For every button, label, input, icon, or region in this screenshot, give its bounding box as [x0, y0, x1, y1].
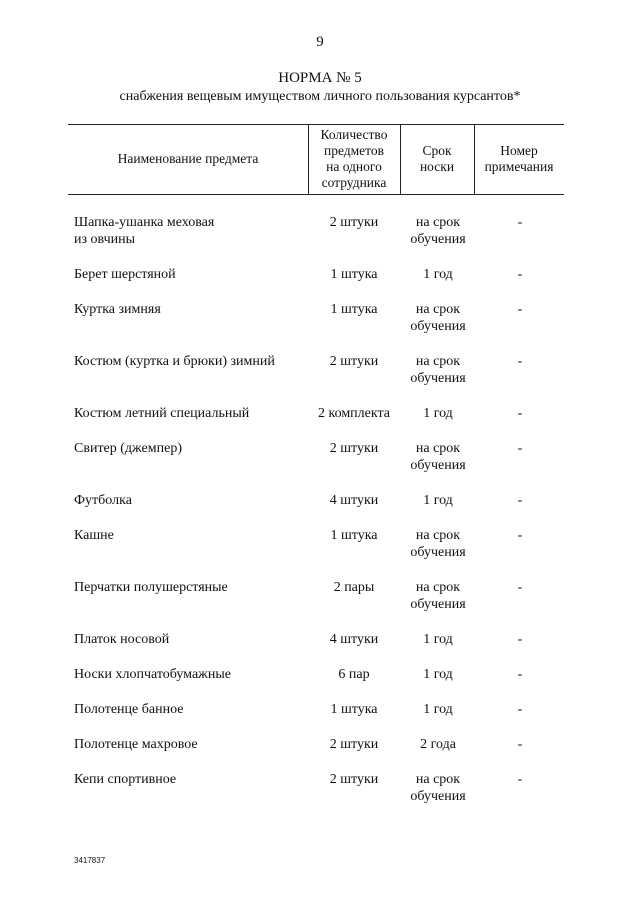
item-term-line: на срок	[415, 441, 461, 456]
item-quantity-line: 2 штуки	[329, 772, 379, 787]
page-number: 9	[316, 34, 324, 50]
item-note	[476, 301, 564, 318]
item-term-line: обучения	[410, 319, 466, 334]
item-quantity-line: 4 штуки	[329, 632, 379, 647]
item-name	[74, 666, 309, 683]
item-term-line: 1 год	[423, 406, 453, 421]
item-term-line: на срок	[415, 302, 461, 317]
item-name	[74, 440, 309, 457]
item-note-line: -	[517, 302, 523, 317]
item-quantity-line: 2 штуки	[329, 737, 379, 752]
item-quantity	[308, 214, 400, 231]
item-note-line: -	[517, 528, 523, 543]
item-name-line: Полотенце махровое	[74, 737, 198, 752]
item-quantity-line: 2 комплекта	[318, 406, 390, 421]
item-name	[74, 771, 309, 788]
item-note	[476, 353, 564, 370]
item-name	[74, 266, 309, 283]
item-quantity	[308, 666, 400, 683]
item-note-line: -	[517, 441, 523, 456]
header-note: Номер примечания	[484, 143, 554, 174]
item-name-line: Футболка	[74, 493, 132, 508]
item-term	[392, 405, 484, 422]
item-quantity-line: 4 штуки	[329, 493, 379, 508]
item-term-line: 1 год	[423, 267, 453, 282]
item-quantity	[308, 736, 400, 753]
item-term	[392, 701, 484, 718]
item-note-line: -	[517, 737, 523, 752]
item-name	[74, 492, 309, 509]
item-name-line: Полотенце банное	[74, 702, 184, 717]
item-note	[476, 579, 564, 596]
item-name	[74, 301, 309, 318]
item-term	[392, 579, 484, 613]
item-name-line: Кашне	[74, 528, 114, 543]
item-quantity	[308, 701, 400, 718]
item-quantity	[308, 301, 400, 318]
item-note	[476, 736, 564, 753]
item-name-line: Кепи спортивное	[74, 772, 177, 787]
item-name	[74, 579, 309, 596]
document-title: НОРМА № 5	[278, 70, 362, 86]
item-term-line: 1 год	[423, 667, 453, 682]
item-name-line: Платок носовой	[74, 632, 170, 647]
item-note	[476, 701, 564, 718]
item-quantity	[308, 440, 400, 457]
item-term-line: на срок	[415, 580, 461, 595]
item-term-line: на срок	[415, 772, 461, 787]
item-term-line: обучения	[410, 545, 466, 560]
item-name	[74, 527, 309, 544]
header-quantity: Количество предметов на одного сотрудника	[320, 127, 388, 190]
item-term-line: 2 года	[420, 737, 456, 752]
document-subtitle: снабжения вещевым имуществом личного пользования курсантов*	[119, 89, 521, 104]
item-note-line: -	[517, 493, 523, 508]
item-quantity	[308, 492, 400, 509]
item-term-line: обучения	[410, 371, 466, 386]
item-quantity-line: 1 штука	[330, 267, 378, 282]
item-note-line: -	[517, 632, 523, 647]
item-quantity	[308, 771, 400, 788]
item-note-line: -	[517, 215, 523, 230]
item-quantity	[308, 527, 400, 544]
item-name-line: Перчатки полушерстяные	[74, 580, 228, 595]
item-name	[74, 353, 309, 370]
item-term	[392, 440, 484, 474]
item-note-line: -	[517, 580, 523, 595]
item-term-line: 1 год	[423, 702, 453, 717]
item-name-line: Куртка зимняя	[74, 302, 161, 317]
item-term	[392, 266, 484, 283]
item-name-line: Носки хлопчатобумажные	[74, 667, 231, 682]
item-note-line: -	[517, 667, 523, 682]
item-quantity-line: 2 штуки	[329, 215, 379, 230]
item-quantity-line: 6 пар	[338, 667, 370, 682]
item-term-line: на срок	[415, 215, 461, 230]
item-note-line: -	[517, 267, 523, 282]
item-name	[74, 214, 309, 248]
item-name	[74, 631, 309, 648]
item-quantity-line: 1 штука	[330, 528, 378, 543]
item-note	[476, 666, 564, 683]
item-quantity	[308, 405, 400, 422]
item-quantity-line: 1 штука	[330, 702, 378, 717]
header-term: Срок носки	[419, 143, 455, 174]
item-quantity	[308, 266, 400, 283]
item-note	[476, 631, 564, 648]
item-term	[392, 736, 484, 753]
item-name-line: Берет шерстяной	[74, 267, 176, 282]
item-quantity-line: 1 штука	[330, 302, 378, 317]
document-code: 3417837	[74, 856, 106, 865]
item-note	[476, 492, 564, 509]
item-quantity-line: 2 пары	[333, 580, 375, 595]
item-name-line: Костюм летний специальный	[74, 406, 250, 421]
item-note-line: -	[517, 702, 523, 717]
item-term-line: 1 год	[423, 632, 453, 647]
item-note	[476, 527, 564, 544]
item-name-line: Костюм (куртка и брюки) зимний	[74, 354, 275, 369]
item-note	[476, 214, 564, 231]
item-quantity	[308, 353, 400, 370]
item-term-line: обучения	[410, 597, 466, 612]
item-name-line: Свитер (джемпер)	[74, 441, 182, 456]
item-term-line: обучения	[410, 458, 466, 473]
item-note-line: -	[517, 772, 523, 787]
item-note	[476, 405, 564, 422]
item-quantity-line: 2 штуки	[329, 354, 379, 369]
header-name: Наименование предмета	[117, 151, 259, 166]
item-term-line: 1 год	[423, 493, 453, 508]
item-term	[392, 353, 484, 387]
item-note	[476, 771, 564, 788]
item-term	[392, 214, 484, 248]
item-note-line: -	[517, 354, 523, 369]
item-term	[392, 301, 484, 335]
item-term	[392, 666, 484, 683]
item-term	[392, 771, 484, 805]
item-term	[392, 492, 484, 509]
item-name	[74, 701, 309, 718]
item-name	[74, 405, 309, 422]
item-name-line: из овчины	[74, 232, 136, 247]
item-name-line: Шапка-ушанка меховая	[74, 215, 215, 230]
item-quantity-line: 2 штуки	[329, 441, 379, 456]
item-term-line: на срок	[415, 528, 461, 543]
item-term-line: обучения	[410, 789, 466, 804]
item-name	[74, 736, 309, 753]
item-term	[392, 631, 484, 648]
item-term-line: на срок	[415, 354, 461, 369]
item-quantity	[308, 579, 400, 596]
item-term	[392, 527, 484, 561]
item-note-line: -	[517, 406, 523, 421]
item-note	[476, 440, 564, 457]
item-note	[476, 266, 564, 283]
item-term-line: обучения	[410, 232, 466, 247]
item-quantity	[308, 631, 400, 648]
